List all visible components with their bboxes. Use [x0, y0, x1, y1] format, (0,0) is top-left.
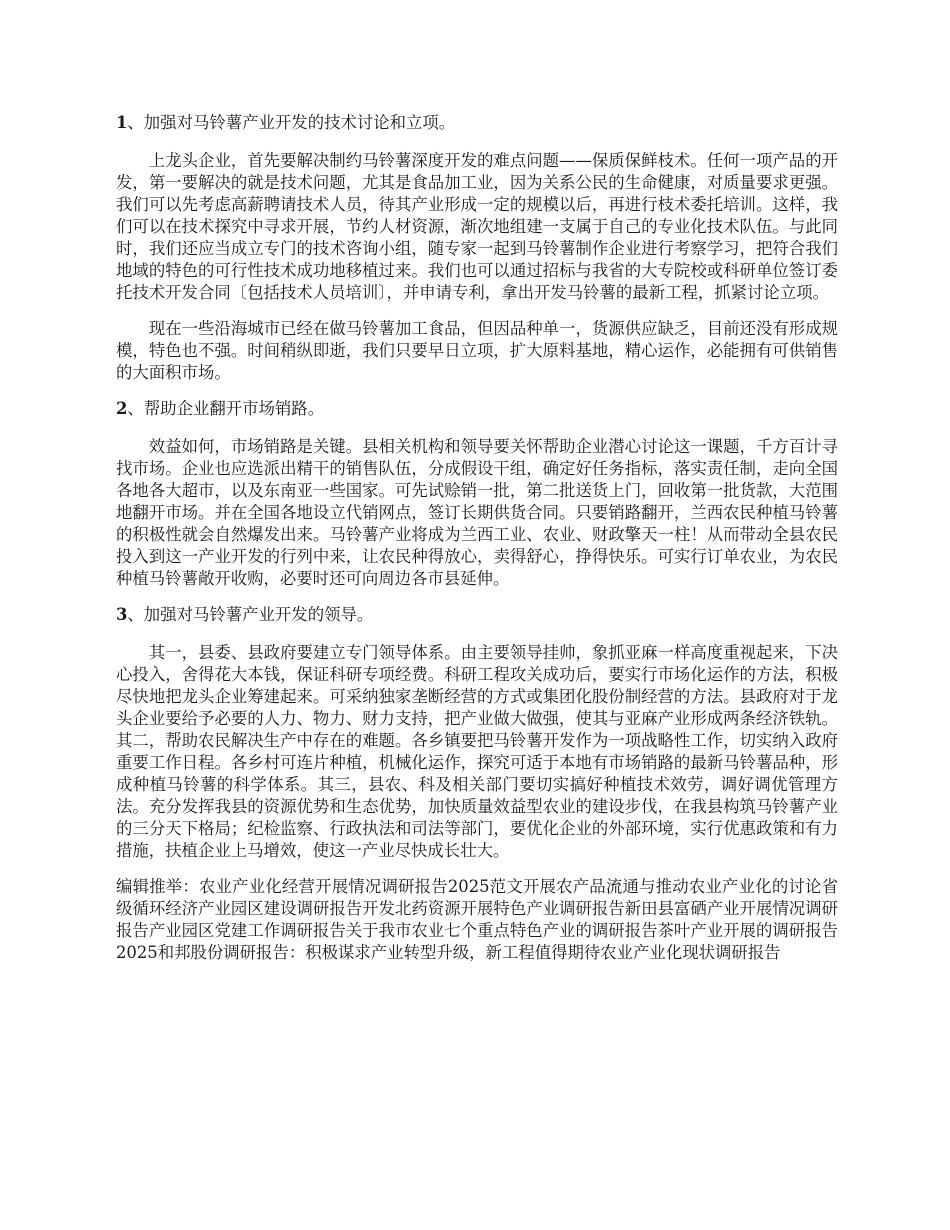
section-heading-3	[116, 604, 838, 626]
section-title: 、帮助企业翻开市场销路。	[127, 399, 325, 418]
section-number: 1	[116, 113, 128, 132]
paragraph: 其一，县委、县政府要建立专门领导体系。由主要领导挂帅，象抓亚麻一样高度重视起来，下决心投入，舍得花大本钱，保证科研专项经费。科研工程攻关成功后，要实行市场化运作的方法，积极尽快地把龙头企业筹建起来。可采纳独家垄断经营的方式或集团化股份制经营的方法。县政府对于龙头企业要给予必要的人力、物力、财力支持，把产业做大做强，使其与亚麻产业形成两条经济铁轨。其二，帮助农民解决生产中存在的难题。各乡镇要把马铃薯开发作为一项战略性工作，切实纳入政府重要工作日程。各乡村可连片种植，机械化运作，探究可适于本地有市场销路的最新马铃薯品种，形成种植马铃薯的科学体系。其三，县农、科及相关部门要切实搞好种植技术效劳，调好调优管理方法。充分发挥我县的资源优势和生态优势，加快质量效益型农业的建设步伐，在我县构筑马铃薯产业的三分天下格局；纪检监察、行政执法和司法等部门，要优化企业的外部环境，实行优惠政策和有力措施，扶植企业上马增效，使这一产业尽快成长壮大。	[116, 643, 838, 860]
section-heading-1	[116, 112, 838, 134]
section-heading-2	[116, 398, 838, 420]
section-title: 、加强对马铃薯产业开发的技术讨论和立项。	[127, 113, 456, 132]
paragraph: 现在一些沿海城市已经在做马铃薯加工食品，但因品种单一，货源供应缺乏，目前还没有形成规模，特色也不强。时间稍纵即逝，我们只要早日立项，扩大原料基地，精心运作，必能拥有可供销售的大面积市场。	[116, 319, 838, 382]
section-number: 2	[116, 399, 128, 418]
section-title: 、加强对马铃薯产业开发的领导。	[127, 605, 374, 624]
section-number: 3	[116, 605, 128, 624]
editor-recommendation: 编辑推举：农业产业化经营开展情况调研报告2025范文开展农产品流通与推动农业产业化的讨论省级循环经济产业园区建设调研报告开发北药资源开展特色产业调研报告新田县富硒产业开展情况调研报告产业园区党建工作调研报告关于我市农业七个重点特色产业的调研报告茶叶产业开展的调研报告2025和邦股份调研报告：积极谋求产业转型升级，新工程值得期待农业产业化现状调研报告	[116, 877, 838, 962]
paragraph: 效益如何，市场销路是关键。县相关机构和领导要关怀帮助企业潜心讨论这一课题，千方百计寻找市场。企业也应选派出精干的销售队伍，分成假设干组，确定好任务指标，落实责任制，走向全国各地各大超市，以及东南亚一些国家。可先试赊销一批，第二批送货上门，回收第一批货款，大范围地翻开市场。并在全国各地设立代销网点，签订长期供货合同。只要销路翻开，兰西农民种植马铃薯的积极性就会自然爆发出来。马铃薯产业将成为兰西工业、农业、财政擎天一柱！从而带动全县农民投入到这一产业开发的行列中来，让农民种得放心，卖得舒心，挣得快乐。可实行订单农业，为农民种植马铃薯敞开收购，必要时还可向周边各市县延伸。	[116, 437, 838, 588]
document-page	[116, 112, 838, 964]
paragraph: 上龙头企业，首先要解决制约马铃薯深度开发的难点问题——保质保鲜枝术。任何一项产品的开发，第一要解决的就是技术问题，尤其是食品加工业，因为关系公民的生命健康，对质量要求更强。我们可以先考虑高薪聘请技术人员，待其产业形成一定的规模以后，再进行枝术委托培训。这样，我们可以在技术探究中寻求开展，节约人材资源，渐次地组建一支属于自己的专业化技术队伍。与此同时，我们还应当成立专门的技术咨询小组，随专家一起到马铃薯制作企业进行考察学习，把符合我们地域的特色的可行性技术成功地移植过来。我们也可以通过招标与我省的大专院校或科研单位签订委托技术开发合同〔包括技术人员培训〕，并申请专利，拿出开发马铃薯的最新工程，抓紧讨论立项。	[116, 151, 838, 302]
